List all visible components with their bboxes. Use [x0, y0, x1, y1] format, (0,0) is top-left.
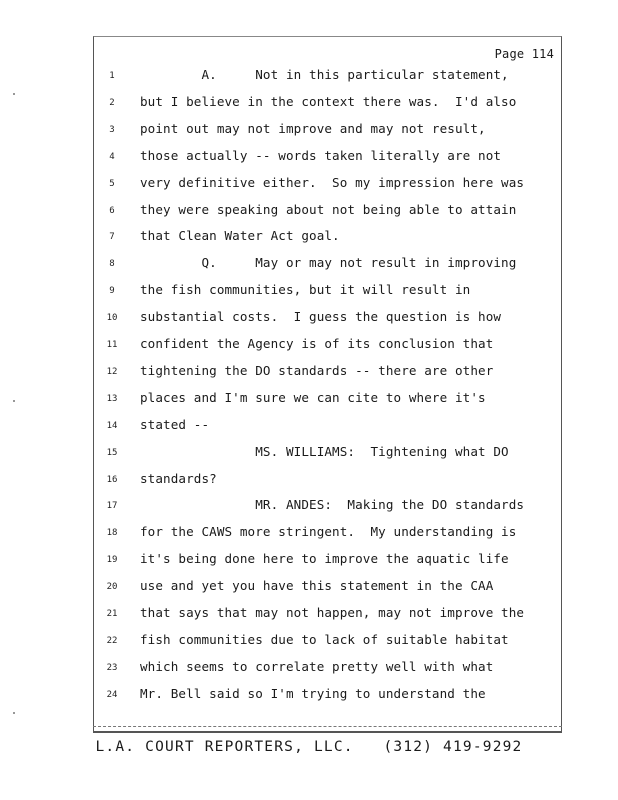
line-text: use and yet you have this statement in the CAA — [140, 578, 494, 594]
line-text: Mr. Bell said so I'm trying to understand the — [140, 685, 486, 701]
line-text: places and I'm sure we can cite to where it's — [140, 389, 486, 405]
line-number: 7 — [109, 232, 115, 243]
scan-speck — [13, 712, 15, 714]
transcript-line — [100, 309, 560, 336]
transcript-line — [100, 605, 560, 632]
line-number: 6 — [109, 205, 115, 216]
line-number: 12 — [106, 366, 118, 377]
transcript-line — [100, 524, 560, 551]
line-number: 24 — [106, 689, 118, 700]
line-number: 9 — [109, 286, 115, 297]
transcript-line — [100, 632, 560, 659]
line-number: 21 — [106, 609, 118, 619]
line-text: those actually -- words taken literally are not — [140, 147, 502, 163]
line-number: 19 — [106, 555, 118, 566]
transcript-line — [100, 363, 560, 390]
line-text: the fish communities, but it will result in — [140, 282, 471, 298]
transcript-line — [100, 67, 560, 94]
line-text: that Clean Water Act goal. — [140, 228, 340, 244]
transcript-line — [100, 686, 560, 713]
transcript-line — [100, 336, 560, 363]
transcript-line — [100, 228, 560, 255]
line-text: it's being done here to improve the aquatic life — [140, 551, 509, 567]
line-number: 1 — [109, 71, 115, 81]
transcript-line — [100, 175, 560, 202]
line-text: which seems to correlate pretty well with what — [140, 658, 494, 674]
line-number: 22 — [106, 635, 118, 646]
line-text: standards? — [140, 470, 217, 486]
line-number: 3 — [109, 124, 115, 135]
line-number: 2 — [109, 97, 115, 108]
scan-speck — [13, 400, 15, 402]
court-reporter-footer: L.A. COURT REPORTERS, LLC. (312) 419-9292 — [95, 739, 523, 755]
line-text: stated -- — [140, 416, 210, 432]
line-text: MS. WILLIAMS: Tightening what DO — [140, 443, 509, 459]
line-number: 10 — [106, 313, 118, 324]
line-number: 16 — [106, 474, 118, 485]
line-text: for the CAWS more stringent. My understanding is — [140, 524, 517, 540]
transcript-line — [100, 578, 560, 605]
line-text: but I believe in the context there was. I'd also — [140, 93, 517, 109]
line-number: 17 — [106, 501, 118, 512]
transcript-line — [100, 390, 560, 417]
transcript-line — [100, 121, 560, 148]
line-text: confident the Agency is of its conclusion that — [140, 336, 494, 351]
transcript-line — [100, 94, 560, 121]
transcript-line — [100, 202, 560, 229]
line-text: MR. ANDES: Making the DO standards — [140, 497, 525, 513]
line-number: 5 — [109, 178, 115, 189]
line-text: tightening the DO standards -- there are other — [140, 362, 494, 378]
line-text: they were speaking about not being able to attain — [140, 201, 517, 217]
transcript-line — [100, 444, 560, 471]
transcript-line — [100, 255, 560, 282]
line-number: 11 — [106, 340, 118, 350]
line-number: 4 — [109, 151, 115, 162]
line-number: 13 — [106, 393, 118, 404]
transcript-line — [100, 497, 560, 524]
line-number: 18 — [106, 528, 118, 539]
line-number: 8 — [109, 259, 115, 270]
transcript-line — [100, 282, 560, 309]
transcript-line — [100, 148, 560, 175]
line-text: point out may not improve and may not result, — [140, 120, 486, 136]
transcript-line — [100, 659, 560, 686]
line-text: Q. May or may not result in improving — [140, 255, 517, 271]
page-number-label: Page 114 — [494, 47, 554, 61]
bottom-rule — [93, 726, 562, 727]
line-number: 14 — [106, 420, 118, 431]
line-number: 20 — [106, 582, 118, 593]
transcript-line — [100, 551, 560, 578]
line-text: that says that may not happen, may not improve the — [140, 605, 525, 620]
line-text: fish communities due to lack of suitable habitat — [140, 631, 509, 647]
line-text: substantial costs. I guess the question is how — [140, 309, 502, 325]
transcript-line — [100, 417, 560, 444]
line-text: very definitive either. So my impression here was — [140, 174, 525, 190]
line-number: 15 — [106, 447, 118, 458]
scan-speck — [13, 93, 15, 95]
transcript-line — [100, 471, 560, 498]
line-number: 23 — [106, 662, 118, 673]
line-text: A. Not in this particular statement, — [140, 67, 509, 82]
